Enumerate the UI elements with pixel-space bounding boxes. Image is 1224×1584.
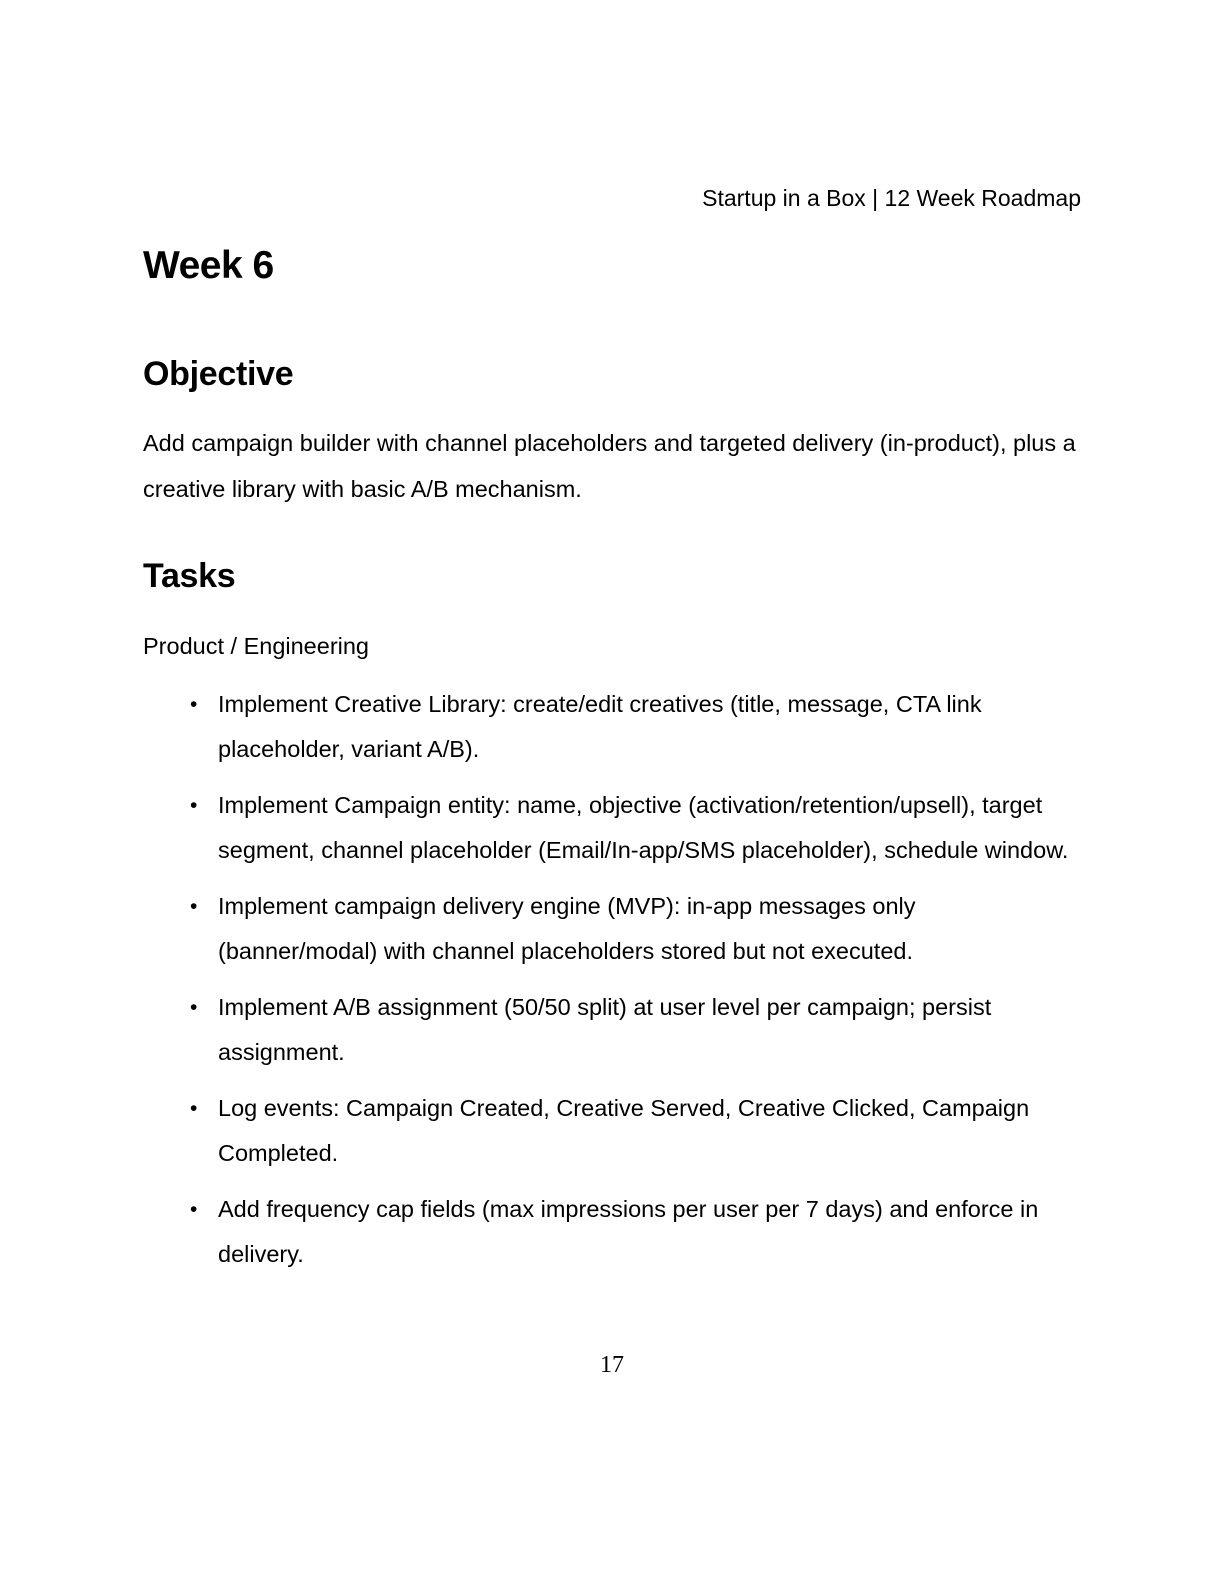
- task-item: [190, 783, 1081, 873]
- task-item-text: Log events: Campaign Created, Creative Served, Creative Clicked, Campaign Completed.: [218, 1095, 1030, 1166]
- bullet-icon: •: [190, 996, 198, 1019]
- bullet-icon: •: [190, 693, 198, 716]
- bullet-icon: •: [190, 1198, 198, 1221]
- bullet-icon: •: [190, 794, 198, 817]
- task-item: [190, 985, 1081, 1075]
- objective-paragraph: Add campaign builder with channel placeholders and targeted delivery (in-product), plus a creative library with basic A/B mechanism.: [143, 430, 1076, 502]
- task-item-text: Implement Creative Library: create/edit creatives (title, message, CTA link placeholder, variant A/B).: [218, 691, 982, 762]
- bullet-icon: •: [190, 895, 198, 918]
- page-number: 17: [600, 1352, 624, 1378]
- task-item: [190, 682, 1081, 772]
- tasks-heading: Tasks: [143, 557, 236, 595]
- document-header-text: Startup in a Box | 12 Week Roadmap: [702, 185, 1081, 211]
- task-item: [190, 1187, 1081, 1277]
- task-item-text: Implement campaign delivery engine (MVP): in-app messages only (banner/modal) with channel placeholders stored but not executed.: [218, 893, 916, 964]
- week-title: Week 6: [143, 244, 274, 287]
- task-item-text: Implement A/B assignment (50/50 split) at user level per campaign; persist assignment.: [218, 994, 992, 1065]
- task-item: [190, 1086, 1081, 1176]
- task-item-text: Implement Campaign entity: name, objective (activation/retention/upsell), target segment, channel placeholder (Email/In-app/SMS placeholder), schedule window.: [218, 792, 1069, 863]
- tasks-group-label: Product / Engineering: [143, 633, 370, 659]
- bullet-icon: •: [190, 1097, 198, 1120]
- objective-heading: Objective: [143, 355, 294, 393]
- task-item: [190, 884, 1081, 974]
- task-list: [143, 682, 1081, 1277]
- task-item-text: Add frequency cap fields (max impressions per user per 7 days) and enforce in delivery.: [218, 1196, 1039, 1267]
